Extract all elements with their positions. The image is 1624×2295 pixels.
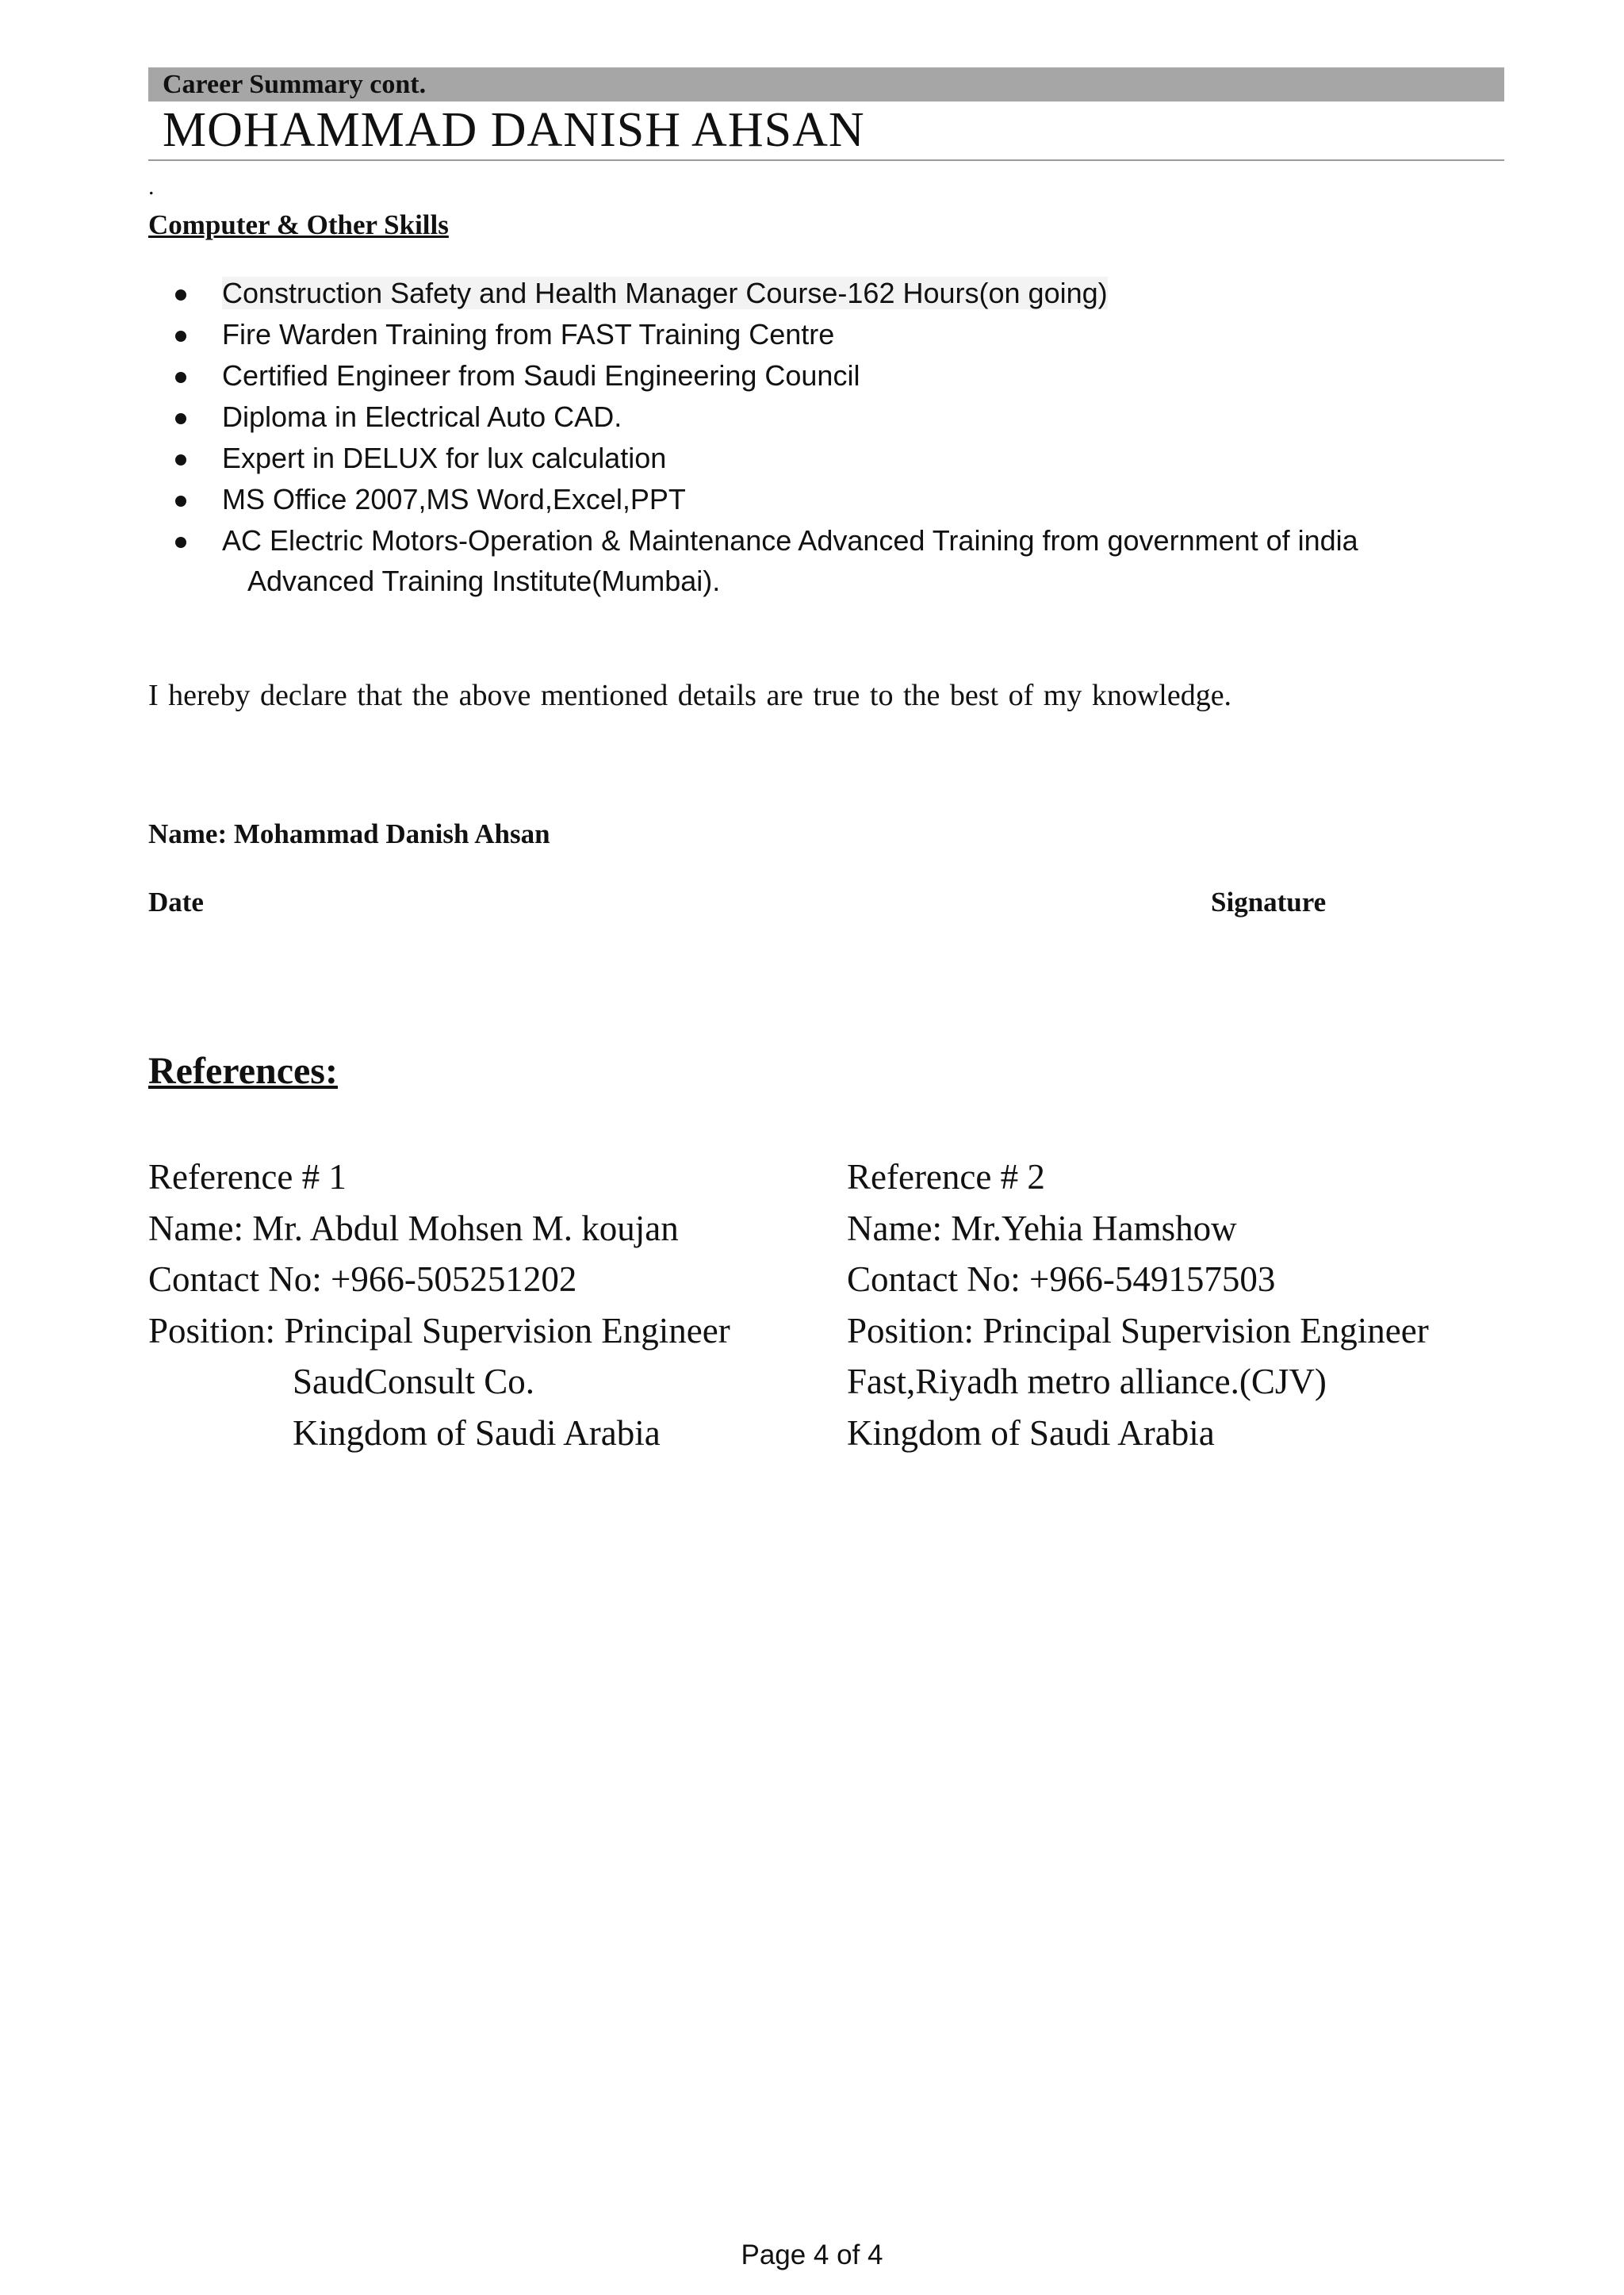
reference-name: Name: Mr. Abdul Mohsen M. koujan (148, 1208, 679, 1248)
reference-1 (148, 1151, 730, 1458)
reference-title: Reference # 2 (847, 1157, 1045, 1197)
reference-position: Position: Principal Supervision Engineer (847, 1310, 1429, 1351)
section-label: Career Summary cont. (163, 70, 427, 99)
skill-text: MS Office 2007,MS Word,Excel,PPT (222, 483, 686, 515)
reference-position: Position: Principal Supervision Engineer (148, 1310, 730, 1351)
reference-company: Fast,Riyadh metro alliance.(CJV) (847, 1362, 1327, 1401)
bullet-icon (175, 537, 186, 548)
signatory-name: Name: Mohammad Danish Ahsan (148, 818, 550, 849)
skill-text: Expert in DELUX for lux calculation (222, 442, 667, 474)
reference-country: Kingdom of Saudi Arabia (847, 1412, 1215, 1453)
skills-list (148, 273, 1358, 601)
reference-title: Reference # 1 (148, 1157, 347, 1197)
skill-item (148, 273, 1358, 314)
skill-text: Construction Safety and Health Manager Course-162 Hours(on going) (222, 277, 1108, 309)
reference-company: SaudConsult Co. (293, 1362, 535, 1401)
page-number: Page 4 of 4 (741, 2239, 883, 2270)
skill-text-continuation: Advanced Training Institute(Mumbai). (247, 565, 721, 597)
reference-2 (847, 1151, 1429, 1458)
references-heading: References: (148, 1050, 338, 1092)
bullet-icon (175, 454, 186, 466)
bullet-icon (175, 413, 186, 424)
stray-dot: . (148, 174, 155, 200)
skill-text: AC Electric Motors-Operation & Maintenance Advanced Training from government of india (222, 524, 1358, 557)
skills-heading: Computer & Other Skills (148, 209, 449, 240)
skill-text: Certified Engineer from Saudi Engineering Council (222, 359, 860, 392)
candidate-name: MOHAMMAD DANISH AHSAN (163, 103, 865, 157)
reference-contact: Contact No: +966-549157503 (847, 1259, 1276, 1299)
bullet-icon (175, 496, 186, 507)
skill-item (148, 438, 1358, 479)
skill-item (148, 397, 1358, 438)
bullet-icon (175, 289, 186, 301)
reference-name: Name: Mr.Yehia Hamshow (847, 1208, 1237, 1248)
reference-country: Kingdom of Saudi Arabia (293, 1412, 661, 1453)
bullet-icon (175, 372, 186, 383)
date-label: Date (148, 887, 204, 918)
skill-item (148, 520, 1358, 601)
skill-item (148, 355, 1358, 397)
skill-text: Fire Warden Training from FAST Training Centre (222, 318, 835, 351)
header-divider (148, 159, 1504, 161)
signature-label: Signature (1211, 887, 1327, 918)
skill-item (148, 479, 1358, 520)
bullet-icon (175, 331, 186, 342)
reference-contact: Contact No: +966-505251202 (148, 1259, 577, 1299)
skill-item (148, 314, 1358, 355)
declaration-text: I hereby declare that the above mentioned details are true to the best of my knowledge. (148, 679, 1232, 712)
skill-text: Diploma in Electrical Auto CAD. (222, 400, 622, 433)
